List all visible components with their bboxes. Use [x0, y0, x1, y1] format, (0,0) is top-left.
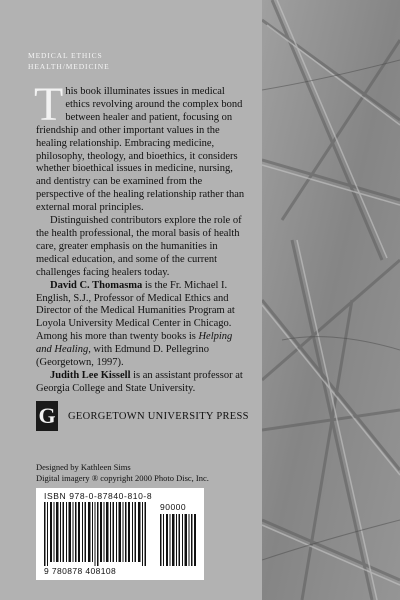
- author-name-kissell: Judith Lee Kissell: [50, 369, 131, 381]
- microscope-imagery: [262, 0, 400, 600]
- category-line-medical-ethics: MEDICAL ETHICS: [28, 51, 103, 60]
- author-name-thomasma: David C. Thomasma: [50, 279, 143, 291]
- description-paragraph-1: [34, 78, 250, 215]
- publisher-logo-letter: G: [38, 403, 56, 428]
- isbn-text: ISBN 978-0-87840-810-8: [44, 491, 153, 501]
- category-label: [28, 50, 110, 72]
- publisher-name: GEORGETOWN UNIVERSITY PRESS: [68, 410, 249, 422]
- description-paragraph-2: Distinguished contributors explore the role of the health professional, the moral basis of health care, greater emphasis on the humanities in medical education, and some of the current challenges facing healers today.: [36, 215, 242, 278]
- drop-cap: T: [34, 78, 64, 131]
- designer-credit: Designed by Kathleen Sims: [36, 462, 131, 472]
- credits: [36, 462, 256, 484]
- author-bio-2-text: is an assistant professor at Georgia College and State University.: [36, 369, 243, 394]
- category-line-health-medicine: HEALTH/MEDICINE: [28, 62, 110, 71]
- barcode-digits: 9 780878 408108: [44, 566, 117, 576]
- description-paragraph-1-text: his book illuminates issues in medical ethics revolving around the complex bond between healer and patient, focusing on friendship and other important values in the healing relationship. Embracing medicine, philosophy, theology, and bioethics, it considers whether bioethical issues in medicine, nursing, and dentistry can be examined from the perspective of the healing relationship rather than external moral principles.: [36, 86, 245, 214]
- publisher-logo-icon: [36, 401, 58, 431]
- publisher-block: [36, 396, 249, 436]
- barcode-area: [36, 488, 204, 580]
- author-bio-2: [36, 370, 250, 396]
- author-bio-1-text-a: is the Fr. Michael I. English, S.J., Professor of Medical Ethics and Director of the Medical Humanities Program at Loyola University Medical Center in Chicago. Among his more than twenty books is: [36, 279, 235, 343]
- cover-photo-panel: [262, 0, 400, 600]
- imagery-credit: Digital imagery ® copyright 2000 Photo Disc, Inc.: [36, 473, 209, 483]
- author-bio-1-text-b: with Edmund D. Pellegrino (Georgetown, 1997).: [36, 344, 209, 369]
- book-title-helping-and-healing: Helping and Healing,: [36, 331, 233, 356]
- book-description: [34, 78, 250, 396]
- barcode-addon-digits: 90000: [160, 502, 187, 512]
- author-bio-1: [36, 280, 250, 370]
